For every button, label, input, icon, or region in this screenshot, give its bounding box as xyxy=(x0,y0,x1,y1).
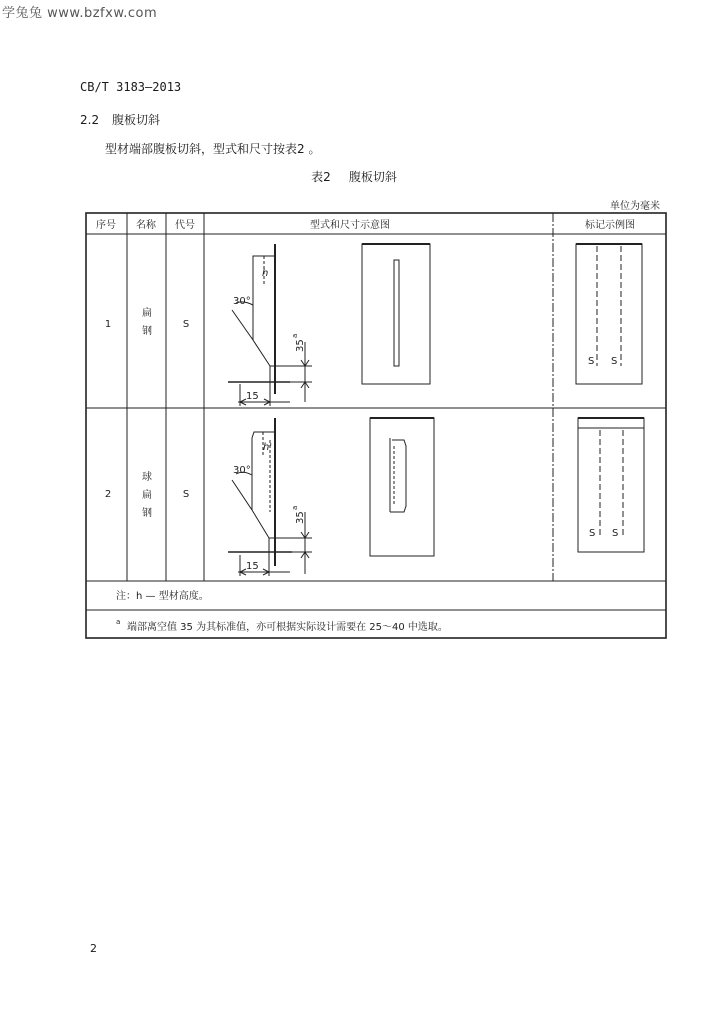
header-mark-example: 标记示例图 xyxy=(585,220,635,231)
row-2-index: 2 xyxy=(104,489,112,500)
table-note: 注：h — 型材高度。 xyxy=(116,591,209,602)
header-name: 名称 xyxy=(136,220,156,231)
header-code: 代号 xyxy=(175,220,195,231)
row-1-mark-right: S xyxy=(611,356,618,367)
section-title: 腹板切斜 xyxy=(112,113,161,127)
row-2-code: S xyxy=(182,489,190,500)
row-1-dim-width: 15 xyxy=(246,391,259,402)
header-diagram: 型式和尺寸示意图 xyxy=(310,220,390,231)
row-2-name-char-1: 球 xyxy=(142,472,152,483)
row-2-mark-left: S xyxy=(589,528,596,539)
section-number: 2.2 xyxy=(80,113,100,127)
table-footnote: 端部离空值 35 为其标准值，亦可根据实际设计需要在 25～40 中选取。 xyxy=(127,622,448,633)
row-2-mark-diagram xyxy=(578,418,644,552)
row-2-dim-gap-sup: a xyxy=(291,505,299,510)
row-1-dim-gap: 35 xyxy=(295,339,306,352)
page-number: 2 xyxy=(90,942,97,955)
row-1-code: S xyxy=(182,319,190,330)
watermark: 学兔兔 www.bzfxw.com xyxy=(2,6,158,21)
row-1-dim-angle: 30° xyxy=(233,296,251,307)
row-2-name-char-2: 扁 xyxy=(142,490,152,501)
row-1-mark-left: S xyxy=(588,356,595,367)
row-2-name-char-3: 钢 xyxy=(142,508,152,519)
body-paragraph: 型材端部腹板切斜，型式和尺寸按表2 。 xyxy=(105,142,321,156)
row-1-name-char-2: 钢 xyxy=(142,326,152,337)
table-caption-title: 腹板切斜 xyxy=(348,170,397,184)
row-1-dim-gap-sup: a xyxy=(291,333,299,338)
row-2-mark-right: S xyxy=(612,528,619,539)
standard-code: CB/T 3183—2013 xyxy=(80,80,182,94)
row-1-dim-h: h xyxy=(262,268,269,279)
row-2-dim-width: 15 xyxy=(246,561,259,572)
header-index: 序号 xyxy=(96,220,116,231)
row-2-dim-angle: 30° xyxy=(233,465,251,476)
table-unit: 单位为毫米 xyxy=(610,201,660,212)
footnote-mark: a xyxy=(116,618,121,626)
row-1-mark-diagram xyxy=(576,244,642,384)
row-1-index: 1 xyxy=(104,319,112,330)
table-grid xyxy=(86,213,666,638)
row-1-profile-diagram xyxy=(228,244,430,406)
table-caption-number: 表2 xyxy=(311,170,331,184)
row-1-name-char-1: 扁 xyxy=(142,308,152,319)
row-2-dim-h: h' xyxy=(263,442,273,453)
row-2-profile-diagram xyxy=(228,418,434,576)
row-2-dim-gap: 35 xyxy=(295,511,306,524)
